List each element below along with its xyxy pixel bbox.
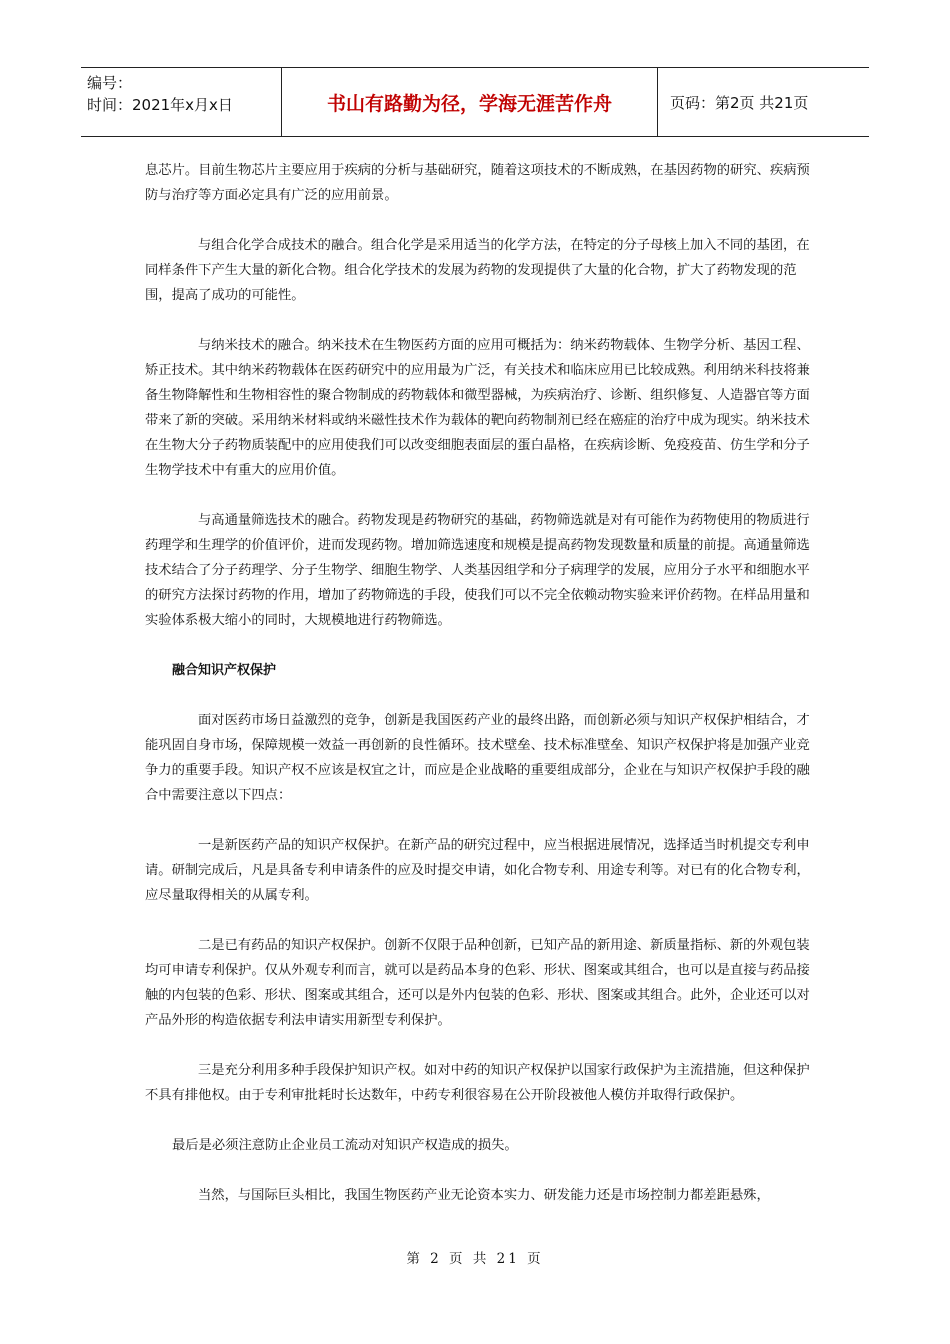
paragraph: 面对医药市场日益激烈的竞争，创新是我国医药产业的最终出路，而创新必须与知识产权保护相结合，才能巩固自身市场，保障规模一效益一再创新的良性循环。技术壁垒、技术标准壁垒、知识产权保护将是加强产业竞争力的重要手段。知识产权不应该是权宜之计，而应是企业战略的重要组成部分，企业在与知识产权保护手段的融合中需要注意以下四点： (145, 713, 810, 803)
paragraph: 息芯片。目前生物芯片主要应用于疾病的分析与基础研究，随着这项技术的不断成熟，在基因药物的研究、疾病预防与治疗等方面必定具有广泛的应用前景。 (145, 163, 810, 203)
section-heading: 融合知识产权保护 (172, 663, 277, 678)
paragraph: 一是新医药产品的知识产权保护。在新产品的研究过程中，应当根据进展情况，选择适当时机提交专利申请。研制完成后，凡是具备专利申请条件的应及时提交申请，如化合物专利、用途专利等。对已有的化合物专利，应尽量取得相关的从属专利。 (145, 838, 810, 903)
paragraph: 当然，与国际巨头相比，我国生物医药产业无论资本实力、研发能力还是市场控制力都差距悬殊， (198, 1188, 770, 1203)
paragraph: 二是已有药品的知识产权保护。创新不仅限于品种创新，已知产品的新用途、新质量指标、新的外观包装均可申请专利保护。仅从外观专利而言，就可以是药品本身的色彩、形状、图案或其组合，也可以是直接与药品接触的内包装的色彩、形状、图案或其组合，还可以是外内包装的色彩、形状、图案或其组合。此外，企业还可以对产品外形的构造依据专利法申请实用新型专利保护。 (145, 938, 810, 1028)
paragraph: 与纳米技术的融合。纳米技术在生物医药方面的应用可概括为：纳米药物载体、生物学分析、基因工程、矫正技术。其中纳米药物载体在医药研究中的应用最为广泛，有关技术和临床应用已比较成熟。利用纳米科技将兼备生物降解性和生物相容性的聚合物制成的药物载体和微型器械，为疾病治疗、诊断、组织修复、人造器官等方面带来了新的突破。采用纳米材料或纳米磁性技术作为载体的靶向药物制剂已经在癌症的治疗中成为现实。纳米技术在生物大分子药物质装配中的应用使我们可以改变细胞表面层的蛋白晶格，在疾病诊断、免疫疫苗、仿生学和分子生物学技术中有重大的应用价值。 (145, 338, 810, 478)
paragraph: 最后是必须注意防止企业员工流动对知识产权造成的损失。 (172, 1138, 518, 1153)
paragraph: 与高通量筛选技术的融合。药物发现是药物研究的基础，药物筛选就是对有可能作为药物使用的物质进行药理学和生理学的价值评价，进而发现药物。增加筛选速度和规模是提高药物发现数量和质量的前提。高通量筛选技术结合了分子药理学、分子生物学、细胞生物学、人类基因组学和分子病理学的发展，应用分子水平和细胞水平的研究方法探讨药物的作用，增加了药物筛选的手段，使我们可以不完全依赖动物实验来评价药物。在样品用量和实验体系极大缩小的同时，大规模地进行药物筛选。 (145, 513, 810, 628)
document-header (81, 67, 869, 137)
paragraph: 三是充分利用多种手段保护知识产权。如对中药的知识产权保护以国家行政保护为主流措施，但这种保护不具有排他权。由于专利审批耗时长达数年，中药专利很容易在公开阶段被他人模仿并取得行政保护。 (145, 1063, 810, 1103)
header-meta (81, 68, 281, 136)
paragraph: 与组合化学合成技术的融合。组合化学是采用适当的化学方法，在特定的分子母核上加入不同的基团，在同样条件下产生大量的新化合物。组合化学技术的发展为药物的发现提供了大量的化合物，扩大了药物发现的范围，提高了成功的可能性。 (145, 238, 810, 303)
document-number-label: 编号： (87, 74, 133, 92)
header-motto: 书山有路勤为径，学海无涯苦作舟 (281, 68, 658, 136)
document-time-label: 时间：2021年x月x日 (87, 96, 233, 114)
document-body (145, 158, 811, 1233)
header-page-code: 页码：第2页 共21页 (670, 93, 809, 112)
page-footer: 第 2 页 共 21 页 (406, 1251, 544, 1267)
